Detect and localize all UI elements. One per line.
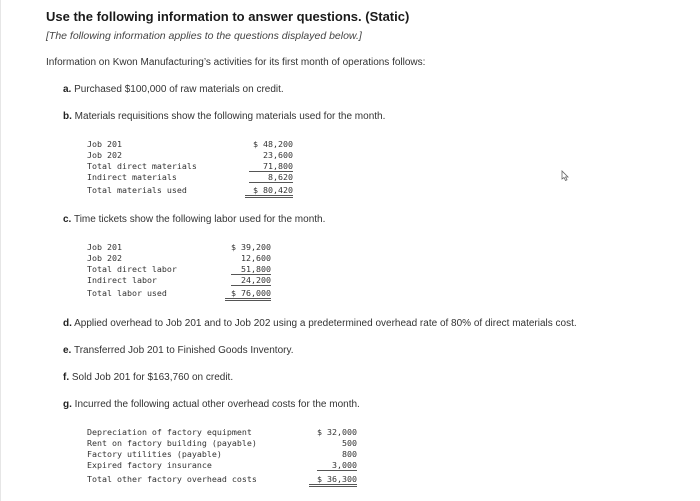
page-title: Use the following information to answer questions. (Static) [46, 9, 410, 24]
labor-row-value: 24,200 [231, 275, 271, 286]
item-b [63, 111, 385, 122]
item-b-text: Materials requisitions show the following materials used for the month. [74, 111, 386, 122]
item-e [63, 345, 294, 356]
materials-row-value: $ 48,200 [253, 139, 293, 149]
pointer-icon [559, 170, 571, 182]
labor-row-label: Total direct labor [87, 264, 177, 274]
overhead-row-value: $ 36,300 [309, 474, 357, 487]
materials-row-label: Indirect materials [87, 172, 177, 182]
materials-row-value: 23,600 [263, 150, 293, 160]
labor-row-label: Job 201 [87, 242, 122, 252]
labor-row-value: $ 76,000 [225, 288, 271, 301]
item-a-label: a. [63, 84, 72, 95]
labor-row-value: $ 39,200 [231, 242, 271, 252]
item-e-text: Transferred Job 201 to Finished Goods Inventory. [73, 345, 294, 356]
item-d-label: d. [63, 318, 72, 329]
page-subtitle: [The following information applies to the questions displayed below.] [46, 30, 362, 42]
intro-text: Information on Kwon Manufacturing’s activities for its first month of operations follows: [46, 57, 426, 68]
labor-row-value: 12,600 [241, 253, 271, 263]
overhead-row-value: 3,000 [317, 460, 357, 471]
materials-row-value: 71,800 [249, 161, 293, 172]
item-b-label: b. [63, 111, 72, 122]
item-c-text: Time tickets show the following labor used for the month. [73, 214, 326, 225]
materials-row-label: Total materials used [87, 185, 187, 195]
labor-row-label: Indirect labor [87, 275, 157, 285]
item-d [63, 318, 577, 329]
overhead-row-label: Expired factory insurance [87, 460, 212, 470]
item-g [63, 399, 360, 410]
item-c [63, 214, 325, 225]
item-f-label: f. [63, 372, 70, 383]
materials-row-label: Total direct materials [87, 161, 197, 171]
overhead-row-value: $ 32,000 [317, 427, 357, 437]
overhead-row-value: 500 [342, 438, 357, 448]
item-g-label: g. [63, 399, 72, 410]
materials-row-label: Job 201 [87, 139, 122, 149]
item-a-text: Purchased $100,000 of raw materials on credit. [74, 84, 284, 95]
item-f [63, 372, 233, 383]
labor-row-label: Total labor used [87, 288, 167, 298]
materials-row-value: $ 80,420 [245, 185, 293, 198]
labor-row-value: 51,800 [231, 264, 271, 275]
materials-row-label: Job 202 [87, 150, 122, 160]
materials-row-value: 8,620 [249, 172, 293, 183]
item-g-text: Incurred the following actual other overhead costs for the month. [74, 399, 360, 410]
overhead-row-label: Depreciation of factory equipment [87, 427, 252, 437]
overhead-row-value: 800 [342, 449, 357, 459]
item-d-text: Applied overhead to Job 201 and to Job 202 using a predetermined overhead rate of 80% of direct materials cost. [74, 318, 577, 329]
overhead-row-label: Total other factory overhead costs [87, 474, 257, 484]
overhead-row-label: Factory utilities (payable) [87, 449, 222, 459]
labor-row-label: Job 202 [87, 253, 122, 263]
item-a [63, 84, 284, 95]
item-c-label: c. [63, 214, 72, 225]
item-e-label: e. [63, 345, 72, 356]
item-f-text: Sold Job 201 for $163,760 on credit. [71, 372, 234, 383]
overhead-row-label: Rent on factory building (payable) [87, 438, 257, 448]
